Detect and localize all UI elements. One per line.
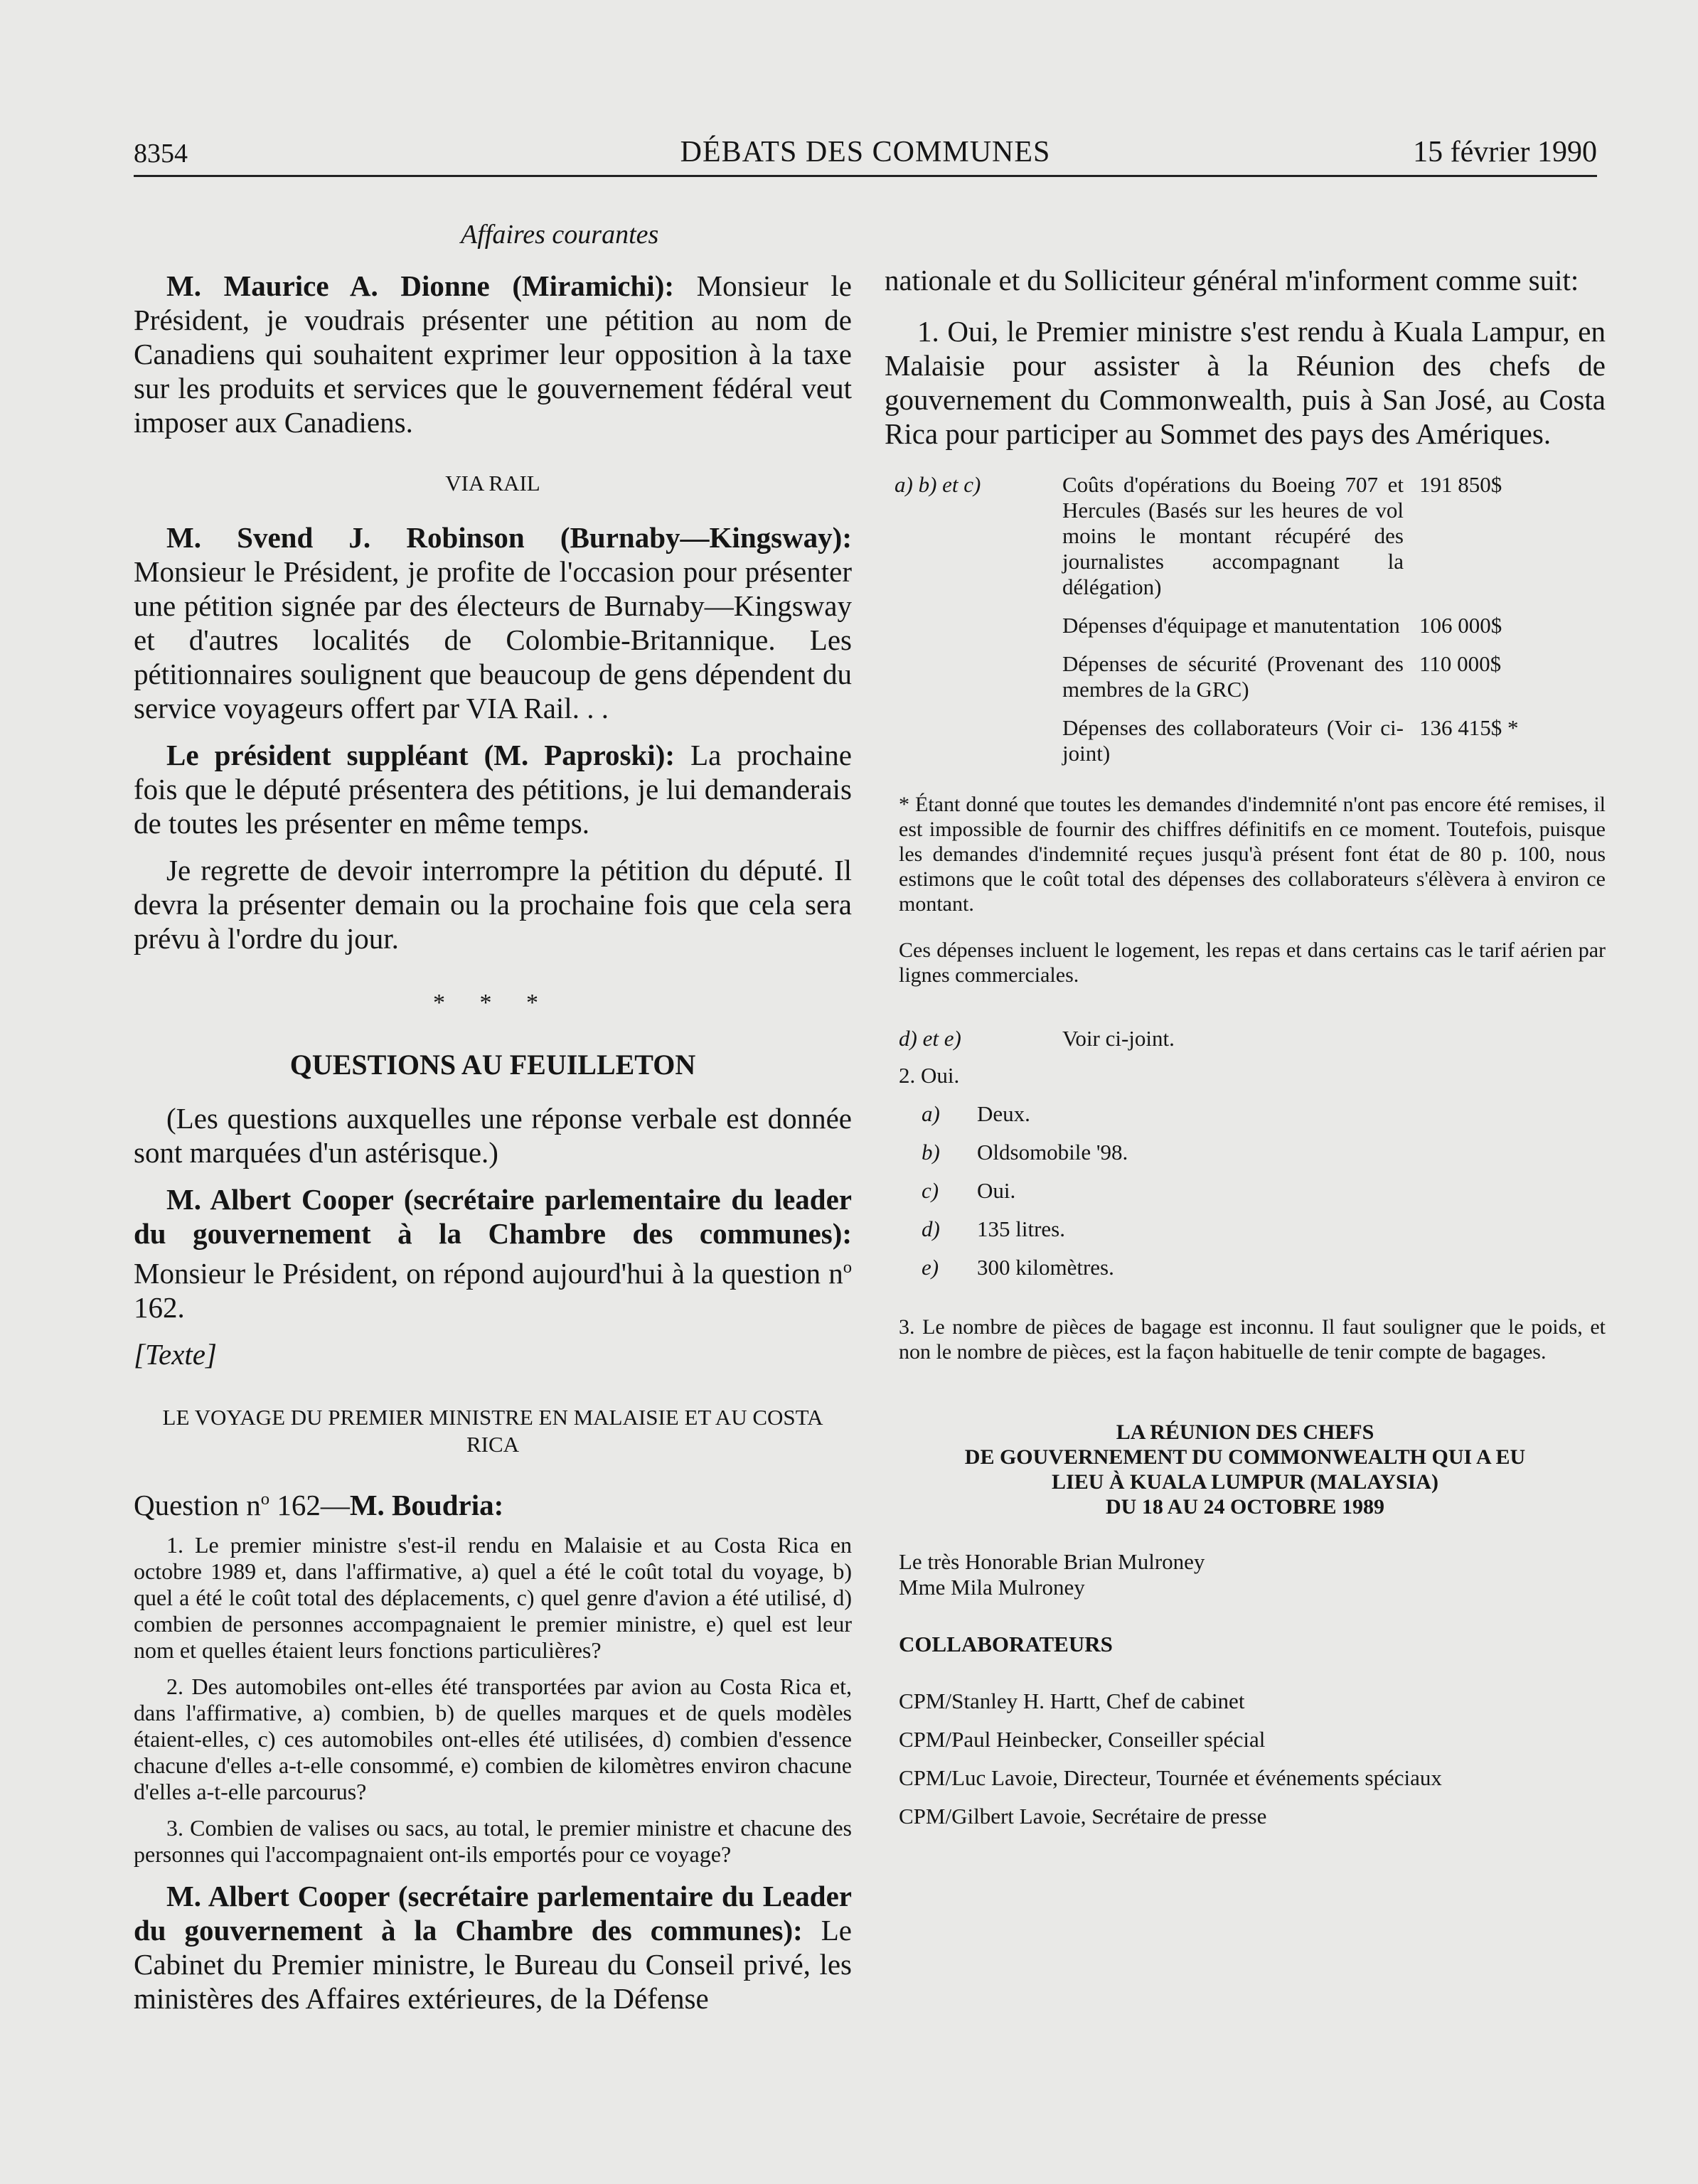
- left-column: [134, 213, 852, 2016]
- speech-text: Le Cabinet du Premier ministre, le Bureau du Conseil privé, les ministères des Affaires extérieures, de la Défense: [134, 1913, 852, 2015]
- cost-row: [885, 472, 1606, 600]
- texte-marker: [Texte]: [134, 1337, 217, 1371]
- cost-amount: 106 000$: [1419, 613, 1502, 638]
- footnote-expenses: Ces dépenses incluent le logement, les repas et dans certains cas le tarif aérien par lignes commerciales.: [899, 938, 1606, 987]
- list-item: d) 135 litres.: [922, 1216, 1065, 1241]
- paragraph-paproski: [134, 738, 852, 840]
- speaker-name: M. Svend J. Robinson (Burnaby—Kingsway):: [166, 521, 852, 554]
- cost-description: Dépenses de sécurité (Provenant des membres de la GRC): [1062, 651, 1404, 702]
- answer-de-value: Voir ci-joint.: [1062, 1026, 1175, 1051]
- list-item: e) 300 kilomètres.: [922, 1255, 1114, 1280]
- cost-amount: 191 850$: [1419, 472, 1502, 497]
- paragraph-robinson: [134, 520, 852, 725]
- paragraph-cooper-2: [134, 1879, 852, 2016]
- subhead-via-rail: VIA RAIL: [445, 471, 540, 496]
- page-date: 15 février 1990: [1413, 136, 1597, 168]
- answer-3: 3. Le nombre de pièces de bagage est inconnu. Il faut souligner que le poids, et non le nombre de pièces, est la façon habituelle de tenir compte de bagages.: [899, 1315, 1606, 1364]
- cost-description: Dépenses des collaborateurs (Voir ci-joint): [1062, 715, 1404, 766]
- staff-item: CPM/Gilbert Lavoie, Secrétaire de presse: [899, 1804, 1267, 1829]
- paragraph-regrette: Je regrette de devoir interrompre la pétition du député. Il devra la présenter demain ou la prochaine fois que cela sera prévu à l'ordre du jour.: [134, 854, 852, 955]
- answer-2-list: [885, 1101, 1606, 1293]
- question-162-title: Question $n^o$ 162—M. Boudria:: [134, 1488, 504, 1521]
- section-separator: * * *: [433, 990, 552, 1016]
- paragraph-cooper-1: M. Albert Cooper (secrétaire parlementaire du leader du gouvernement à la Chambre des communes): Monsieur le Président, on répond aujourd'hui à la question $n^o$ 162.: [134, 1183, 852, 1324]
- costs-table: [885, 472, 1606, 766]
- paragraph-asterisk-note: (Les questions auxquelles une réponse verbale est donnée sont marquées d'un astérisque.): [134, 1102, 852, 1169]
- footnote-indemnity: * Étant donné que toutes les demandes d'indemnité n'ont pas encore été remises, il est impossible de fournir des chiffres définitifs en ce moment. Toutefois, puisque les demandes d'indemnité reçues jusqu'à présent font état de 80 p. 100, nous estimons que le coût total des dépenses des collaborateurs s'élèvera à environ ce montant.: [899, 793, 1606, 916]
- speaker-name: Le président suppléant (M. Paproski):: [166, 739, 676, 771]
- answer-1: 1. Oui, le Premier ministre s'est rendu à Kuala Lampur, en Malaisie pour assister à la Réunion des chefs de gouvernement du Commonwealth, puis à San José, au Costa Rica pour participer au Sommet des pays des Amériques.: [885, 315, 1606, 450]
- list-item: b) Oldsomobile '98.: [922, 1140, 1128, 1165]
- cost-row: [885, 651, 1606, 702]
- right-column: [885, 263, 1606, 1829]
- questions-heading: QUESTIONS AU FEUILLETON: [289, 1049, 696, 1081]
- meeting-heading: LA RÉUNION DES CHEFS DE GOUVERNEMENT DU COMMONWEALTH QUI A EU LIEU À KUALA LUMPUR (MALAYSIA) DU 18 AU 24 OCTOBRE 1989: [964, 1420, 1526, 1519]
- staff-item: CPM/Stanley H. Hartt, Chef de cabinet: [899, 1688, 1245, 1713]
- cost-description: Dépenses d'équipage et manutentation: [1062, 613, 1400, 638]
- voyage-heading: LE VOYAGE DU PREMIER MINISTRE EN MALAISIE ET AU COSTA RICA: [162, 1404, 823, 1457]
- cost-row: [885, 715, 1606, 766]
- cost-amount: 136 415$ *: [1419, 715, 1519, 740]
- question-part-1: 1. Le premier ministre s'est-il rendu en Malaisie et au Costa Rica en octobre 1989 et, dans l'affirmative, a) quel a été le coût total du voyage, b) quel a été le coût total des déplacements, c) quel genre d'avion a été utilisé, d) combien de personnes accompagnaient le premier ministre, e) quel est leur nom et quelles étaient leurs fonctions particulières?: [134, 1531, 852, 1663]
- page-header: [134, 135, 1597, 177]
- staff-item: CPM/Luc Lavoie, Directeur, Tournée et événements spéciaux: [899, 1765, 1442, 1790]
- cost-amount: 110 000$: [1419, 651, 1502, 676]
- staff-item: CPM/Paul Heinbecker, Conseiller spécial: [899, 1727, 1266, 1752]
- speaker-name: M. Maurice A. Dionne (Miramichi):: [166, 269, 675, 302]
- paragraph-dionne: [134, 269, 852, 439]
- page-number: 8354: [134, 139, 188, 168]
- section-title: Affaires courantes: [461, 220, 659, 250]
- speech-text: Monsieur le Président, je voudrais présenter une pétition au nom de Canadiens qui souhaitent exprimer leur opposition à la taxe sur les produits et services que le gouvernement fédéral veut imposer aux Canadiens.: [134, 269, 853, 439]
- paragraph-continued: nationale et du Solliciteur général m'informent comme suit:: [885, 264, 1579, 296]
- speech-text: La prochaine fois que le député présentera des pétitions, je lui demanderais de toutes les présenter en même temps.: [134, 739, 852, 840]
- collaborators-heading: COLLABORATEURS: [899, 1632, 1113, 1656]
- guest-secondary: Mme Mila Mulroney: [899, 1575, 1085, 1600]
- list-item: a) Deux.: [922, 1101, 1030, 1126]
- guest-primary: Le très Honorable Brian Mulroney: [899, 1549, 1205, 1574]
- speaker-name: M. Albert Cooper (secrétaire parlementaire du Leader du gouvernement à la Chambre des communes):: [134, 1879, 852, 1947]
- question-part-2: 2. Des automobiles ont-elles été transportées par avion au Costa Rica et, dans l'affirmative, a) combien, b) de quelles marques et de quels modèles étaient-elles, c) ces automobiles ont-elles été utilisées, d) combien d'essence chacune d'elles a-t-elle consommé, e) combien de kilomètres environ chacune d'elles a-t-elle parcourus?: [134, 1673, 852, 1804]
- speaker-name: M. Albert Cooper (secrétaire parlementaire du leader du gouvernement à la Chambre des communes):: [134, 1183, 852, 1250]
- question-part-3: 3. Combien de valises ou sacs, au total, le premier ministre et chacune des personnes qui l'accompagnaient ont-ils emportés pour ce voyage?: [134, 1814, 852, 1867]
- cost-label: a) b) et c): [895, 472, 981, 497]
- journal-title: DÉBATS DES COMMUNES: [680, 136, 1051, 168]
- list-item: c) Oui.: [922, 1178, 1016, 1203]
- cost-description: Coûts d'opérations du Boeing 707 et Hercules (Basés sur les heures de vol moins le montant récupéré des journalistes accompagnant la délégation): [1062, 472, 1404, 599]
- cost-row: [885, 613, 1606, 638]
- answer-2: 2. Oui.: [899, 1063, 960, 1088]
- answer-de-label: d) et e): [899, 1026, 961, 1051]
- speech-text: Monsieur le Président, je profite de l'occasion pour présenter une pétition signée par des électeurs de Burnaby—Kingsway et d'autres localités de Colombie-Britannique. Les pétitionnaires soulignent que beaucoup de gens dépendent du service voyageurs offert par VIA Rail. . .: [134, 555, 852, 724]
- answer-de: [885, 1026, 1606, 1054]
